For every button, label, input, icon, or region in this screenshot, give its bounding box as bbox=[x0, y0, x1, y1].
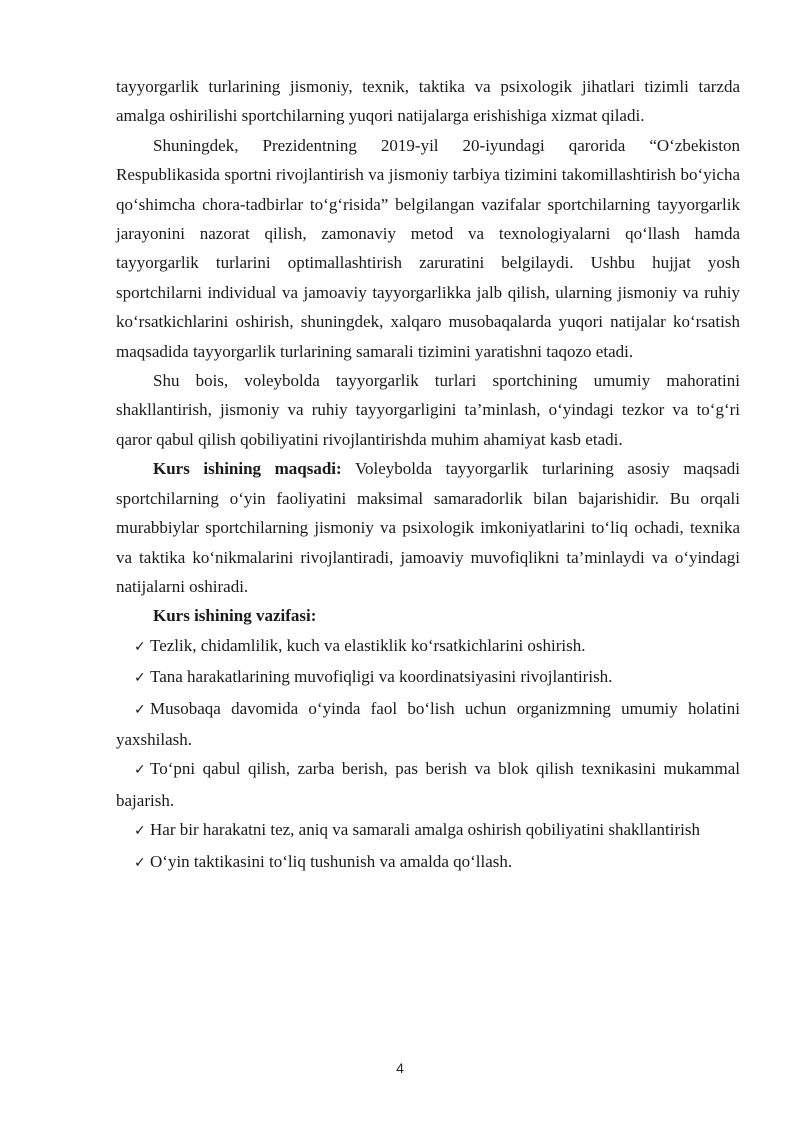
page-number: 4 bbox=[396, 1060, 404, 1076]
task-item bbox=[116, 631, 740, 662]
checkmark-icon: ✓ bbox=[134, 823, 146, 840]
task-item bbox=[116, 662, 740, 693]
task-text: Tana harakatlarining muvofiqligi va koordinatsiyasini rivojlantirish. bbox=[150, 667, 613, 687]
task-text: Har bir harakatni tez, aniq va samarali amalga oshirish qobiliyatini shakllantirish bbox=[150, 820, 700, 840]
checkmark-icon: ✓ bbox=[134, 854, 146, 871]
aim-label: Kurs ishining maqsadi: bbox=[153, 459, 342, 479]
task-text: O‘yin taktikasini to‘liq tushunish va amalda qo‘llash. bbox=[150, 851, 513, 871]
aim-paragraph bbox=[116, 454, 740, 601]
paragraph-1: tayyorgarlik turlarining jismoniy, texnik, taktika va psixologik jihatlari tizimli tarzda amalga oshirilishi sportchilarning yuqori natijalarga erishishiga xizmat qiladi. bbox=[116, 77, 740, 126]
tasks-heading: Kurs ishining vazifasi: bbox=[153, 606, 317, 626]
task-item bbox=[116, 754, 740, 815]
checkmark-icon: ✓ bbox=[134, 762, 146, 779]
task-text: Tezlik, chidamlilik, kuch va elastiklik ko‘rsatkichlarini oshirish. bbox=[150, 635, 586, 655]
task-text: To‘pni qabul qilish, zarba berish, pas berish va blok qilish texnikasini mukammal bajarish. bbox=[116, 759, 740, 810]
task-item bbox=[116, 694, 740, 755]
checkmark-icon: ✓ bbox=[134, 638, 146, 655]
checkmark-icon: ✓ bbox=[134, 670, 146, 687]
paragraph-3: Shu bois, voleybolda tayyorgarlik turlari sportchining umumiy mahoratini shakllantirish, jismoniy va ruhiy tayyorgarligini ta’minlash, o‘yindagi tezkor va to‘g‘ri qaror qabul qilish qobiliyatini rivojlantirishda muhim ahamiyat kasb etadi. bbox=[116, 371, 740, 449]
task-text: Musobaqa davomida o‘yinda faol bo‘lish uchun organizmning umumiy holatini yaxshilash. bbox=[116, 698, 740, 749]
paragraph-2: Shuningdek, Prezidentning 2019-yil 20-iyundagi qarorida “O‘zbekiston Respublikasida sportni rivojlantirish va jismoniy tarbiya tizimini takomillashtirish bo‘yicha qo‘shimcha chora-tadbirlar to‘g‘risida” belgilangan vazifalar sportchilarning tayyorgarlik jarayonini nazorat qilish, zamonaviy metod va texnologiyalarni qo‘llash hamda tayyorgarlik turlarini optimallashtirish zaruratini belgilaydi. Ushbu hujjat yosh sportchilarni individual va jamoaviy tayyorgarlikka jalb qilish, ularning jismoniy va ruhiy ko‘rsatkichlarini oshirish, shuningdek, xalqaro musobaqalarda yuqori natijalar ko‘rsatish maqsadida tayyorgarlik turlarining samarali tizimini yaratishni taqozo etadi. bbox=[116, 135, 740, 361]
checkmark-icon: ✓ bbox=[134, 701, 146, 718]
aim-text: Voleybolda tayyorgarlik turlarining asosiy maqsadi sportchilarning o‘yin faoliyatini maksimal samaradorlik bilan bajarishidir. Bu orqali murabbiylar sportchilarning jismoniy va psixologik imkoniyatlarini to‘liq ochadi, texnika va taktika ko‘nikmalarini rivojlantiradi, jamoaviy muvofiqlikni ta’minlaydi va o‘yindagi natijalarni oshiradi. bbox=[116, 459, 740, 596]
task-item bbox=[116, 847, 740, 878]
task-item bbox=[116, 815, 740, 846]
document-page bbox=[116, 72, 740, 878]
